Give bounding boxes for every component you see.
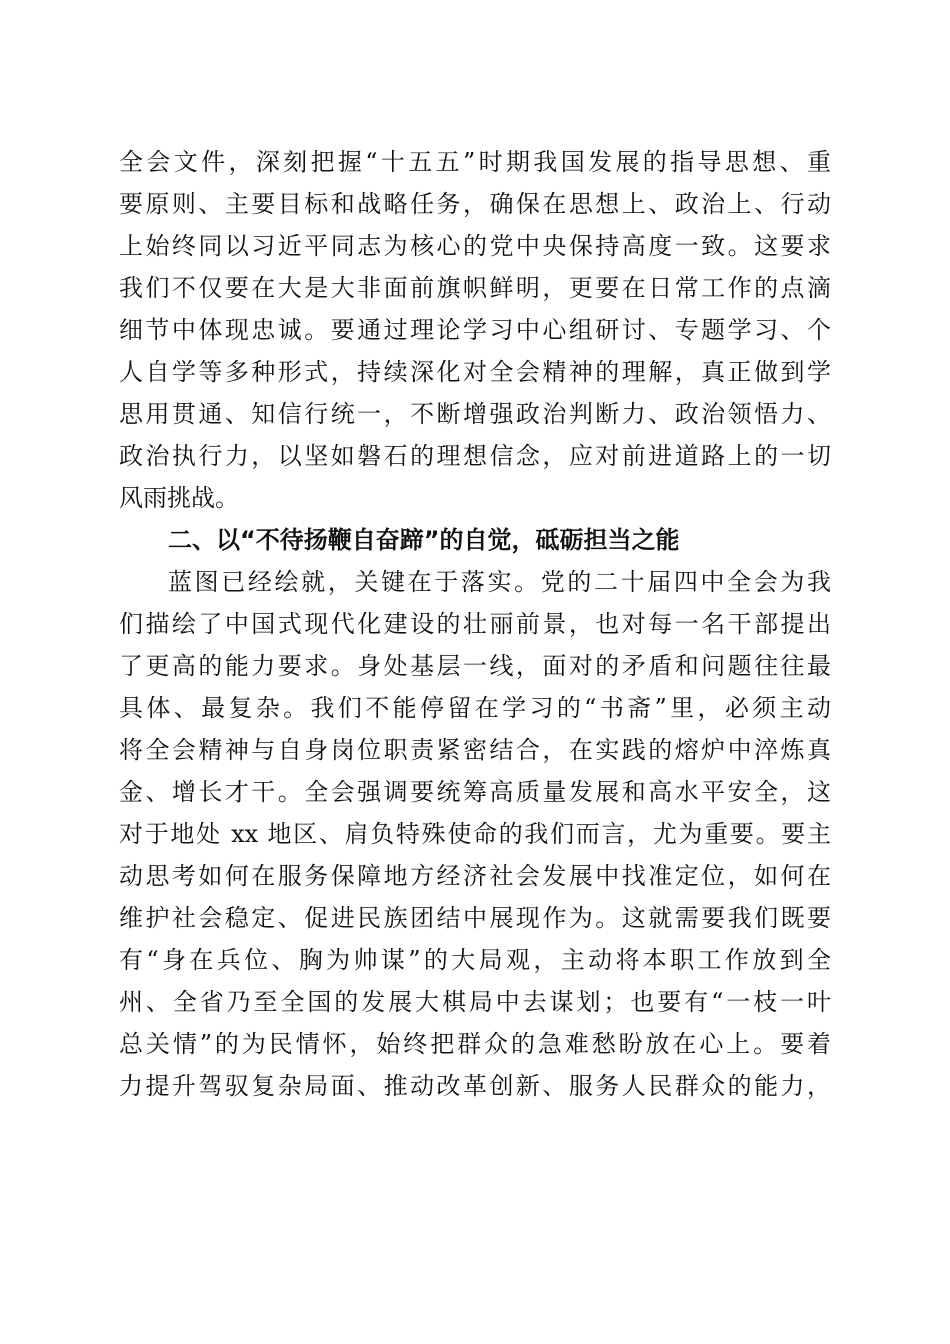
text-line: 我们不仅要在大是大非面前旗帜鲜明，更要在日常工作的点滴 bbox=[119, 274, 831, 302]
text-line: 上始终同以习近平同志为核心的党中央保持高度一致。这要求 bbox=[119, 232, 831, 260]
text-line: 维护社会稳定、促进民族团结中展现作为。这就需要我们既要 bbox=[119, 904, 831, 932]
text-line: 全会文件，深刻把握“十五五”时期我国发展的指导思想、重 bbox=[119, 148, 831, 176]
text-line: 要原则、主要目标和战略任务，确保在思想上、政治上、行动 bbox=[119, 190, 831, 218]
text-line: 蓝图已经绘就，关键在于落实。党的二十届四中全会为我 bbox=[168, 568, 831, 596]
text-line: 金、增长才干。全会强调要统筹高质量发展和高水平安全，这 bbox=[119, 778, 831, 806]
text-line: 思用贯通、知信行统一，不断增强政治判断力、政治领悟力、 bbox=[119, 400, 831, 428]
section-heading: 二、以“不待扬鞭自奋蹄”的自觉，砥砺担当之能 bbox=[168, 526, 680, 554]
text-line: 州、全省乃至全国的发展大棋局中去谋划；也要有“一枝一叶 bbox=[119, 988, 831, 1016]
text-line: 动思考如何在服务保障地方经济社会发展中找准定位，如何在 bbox=[119, 862, 831, 890]
text-line: 总关情”的为民情怀，始终把群众的急难愁盼放在心上。要着 bbox=[119, 1030, 831, 1058]
text-line: 具体、最复杂。我们不能停留在学习的“书斋”里，必须主动 bbox=[119, 694, 831, 722]
text-line: 人自学等多种形式，持续深化对全会精神的理解，真正做到学 bbox=[119, 358, 831, 386]
text-line: 力提升驾驭复杂局面、推动改革创新、服务人民群众的能力， bbox=[119, 1072, 831, 1100]
text-line: 将全会精神与自身岗位职责紧密结合，在实践的熔炉中淬炼真 bbox=[119, 736, 831, 764]
text-line: 有“身在兵位、胸为帅谋”的大局观，主动将本职工作放到全 bbox=[119, 946, 831, 974]
text-line: 对于地处 xx 地区、肩负特殊使命的我们而言，尤为重要。要主 bbox=[119, 820, 831, 848]
text-line: 细节中体现忠诚。要通过理论学习中心组研讨、专题学习、个 bbox=[119, 316, 831, 344]
text-line: 了更高的能力要求。身处基层一线，面对的矛盾和问题往往最 bbox=[119, 652, 831, 680]
text-line: 风雨挑战。 bbox=[119, 484, 239, 512]
text-line: 们描绘了中国式现代化建设的壮丽前景，也对每一名干部提出 bbox=[119, 610, 831, 638]
text-line: 政治执行力，以坚如磐石的理想信念，应对前进道路上的一切 bbox=[119, 442, 831, 470]
